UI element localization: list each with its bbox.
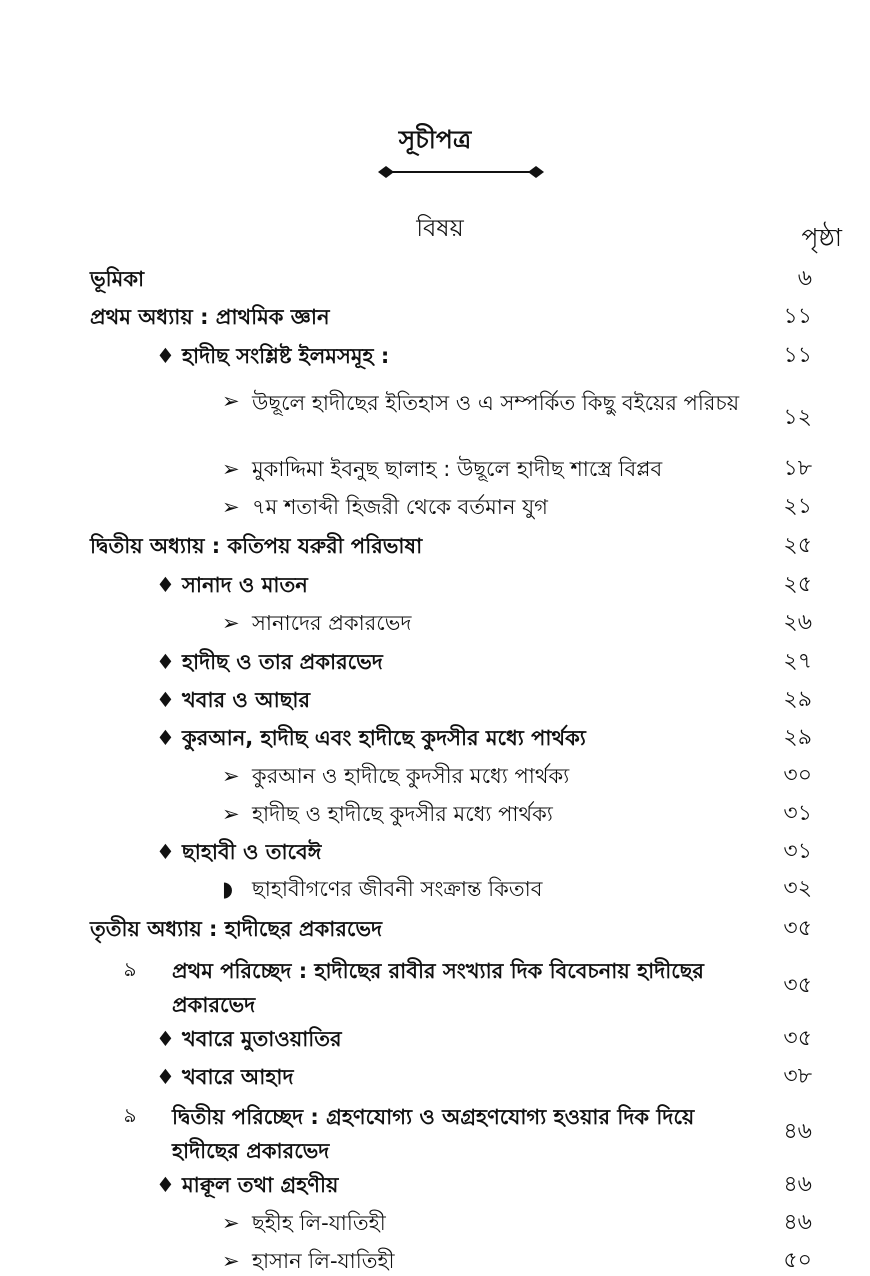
toc-entry-title: তৃতীয় অধ্যায় : হাদীছের প্রকারভেদ (90, 917, 383, 941)
toc-entry-title: কুরআন ও হাদীছে কুদসীর মধ্যে পার্থক্য (252, 764, 570, 788)
toc-entry-page-number: ২৬ (783, 610, 812, 635)
toc-entry-page-number: ২৫ (783, 572, 812, 597)
flourish-bullet-icon: ঌ (124, 957, 137, 981)
diamond-bullet-icon: ♦ (156, 1027, 175, 1051)
toc-entry-title: ৭ম শতাব্দী হিজরী থেকে বর্তমান যুগ (252, 495, 548, 519)
diamond-bullet-icon: ♦ (156, 726, 175, 750)
arrow-bullet-icon: ➢ (222, 495, 240, 519)
toc-entry-page-number: ৩১ (783, 839, 812, 864)
diamond-bullet-icon: ♦ (156, 840, 175, 864)
toc-entry-page-number: ৩০ (783, 763, 812, 788)
toc-entry-page-number: ২৫ (783, 533, 812, 558)
toc-entry-page-number: ২৭ (783, 649, 812, 674)
toc-entry-page-number: ১৮ (783, 456, 812, 481)
toc-entry-page-number: ৩৮ (783, 1064, 812, 1089)
toc-entry-page-number: ৪৬ (783, 1172, 812, 1197)
half-circle-bullet-icon: ◗ (222, 877, 234, 901)
toc-entry-title: হাদীছ ও তার প্রকারভেদ (182, 650, 383, 674)
diamond-bullet-icon: ♦ (156, 1173, 175, 1197)
diamond-bullet-icon: ♦ (156, 650, 175, 674)
toc-entry-page-number: ২৯ (783, 687, 812, 712)
toc-entry-title: ছাহাবীগণের জীবনী সংক্রান্ত কিতাব (252, 877, 543, 901)
toc-entry-page-number: ৩৫ (783, 973, 812, 998)
toc-entry-title: ছহীহ লি-যাতিহী (252, 1211, 386, 1235)
diamond-bullet-icon: ♦ (156, 344, 175, 368)
toc-entry-title: খবারে আহাদ (182, 1065, 294, 1089)
toc-entry-page-number: ৩২ (783, 876, 812, 901)
toc-entry-page-number: ৩৫ (783, 916, 812, 941)
toc-entry-page-number: ৪৬ (783, 1210, 812, 1235)
toc-entry-title: হাদীছ সংশ্লিষ্ট ইলমসমূহ : (182, 344, 390, 368)
diamond-bullet-icon: ♦ (156, 688, 175, 712)
toc-entry-page-number: ১১ (783, 343, 812, 368)
toc-entry-title: উছূলে হাদীছের ইতিহাস ও এ সম্পর্কিত কিছু বইয়ের পরিচয় (252, 391, 740, 415)
toc-entry-page-number: ১১ (783, 304, 812, 329)
arrow-bullet-icon: ➢ (222, 1249, 240, 1273)
toc-entry-title: মাক্বূল তথা গ্রহণীয় (182, 1173, 339, 1197)
toc-entry-page-number: ২১ (783, 494, 812, 519)
toc-entry-title: প্রথম অধ্যায় : প্রাথমিক জ্ঞান (90, 305, 330, 329)
toc-entry-title: দ্বিতীয় অধ্যায় : কতিপয় যরুরী পরিভাষা (90, 534, 423, 558)
toc-entry-title: সানাদের প্রকারভেদ (252, 611, 412, 635)
arrow-bullet-icon: ➢ (222, 1211, 240, 1235)
arrow-bullet-icon: ➢ (222, 389, 240, 413)
toc-entry-title: সানাদ ও মাতন (182, 573, 308, 597)
subject-column-header: বিষয় (416, 214, 464, 242)
arrow-bullet-icon: ➢ (222, 764, 240, 788)
toc-entry-page-number: ৪৬ (783, 1119, 812, 1144)
toc-entry-title: হাসান লি-যাতিহী (252, 1249, 395, 1273)
toc-entry-title: কুরআন, হাদীছ এবং হাদীছে কুদসীর মধ্যে পার্থক্য (182, 726, 586, 750)
arrow-bullet-icon: ➢ (222, 802, 240, 826)
diamond-bullet-icon: ♦ (156, 1065, 175, 1089)
page-column-header: পৃষ্ঠা (801, 223, 842, 252)
toc-entry-title: খবারে মুতাওয়াতির (182, 1027, 342, 1051)
toc-entry-page-number: ২৯ (783, 725, 812, 750)
toc-entry-title: দ্বিতীয় পরিচ্ছেদ : গ্রহণযোগ্য ও অগ্রহণযোগ্য হওয়ার দিক দিয়ে হাদীছের প্রকারভেদ (172, 1105, 695, 1163)
arrow-bullet-icon: ➢ (222, 611, 240, 635)
toc-entry-title: খবার ও আছার (182, 688, 311, 712)
flourish-bullet-icon: ঌ (124, 1103, 137, 1127)
toc-entry-title: হাদীছ ও হাদীছে কুদসীর মধ্যে পার্থক্য (252, 802, 553, 826)
title-ornament-divider (378, 162, 544, 182)
arrow-bullet-icon: ➢ (222, 457, 240, 481)
toc-entry-page-number: ১২ (783, 405, 812, 430)
toc-entry-page-number: ৩৫ (783, 1026, 812, 1051)
toc-entry-page-number: ৬ (797, 266, 812, 291)
page-title: সূচীপত্র (398, 125, 472, 154)
toc-entry-page-number: ৫০ (783, 1248, 812, 1273)
toc-entry-title: ছাহাবী ও তাবেঈ (182, 840, 322, 864)
toc-entry-title: ভূমিকা (90, 267, 145, 291)
toc-entry-title: প্রথম পরিচ্ছেদ : হাদীছের রাবীর সংখ্যার দিক বিবেচনায় হাদীছের প্রকারভেদ (172, 959, 704, 1017)
toc-entry-page-number: ৩১ (783, 801, 812, 826)
diamond-bullet-icon: ♦ (156, 573, 175, 597)
toc-entry-title: মুকাদ্দিমা ইবনুছ ছালাহ : উছূলে হাদীছ শাস্ত্রে বিপ্লব (252, 457, 663, 481)
